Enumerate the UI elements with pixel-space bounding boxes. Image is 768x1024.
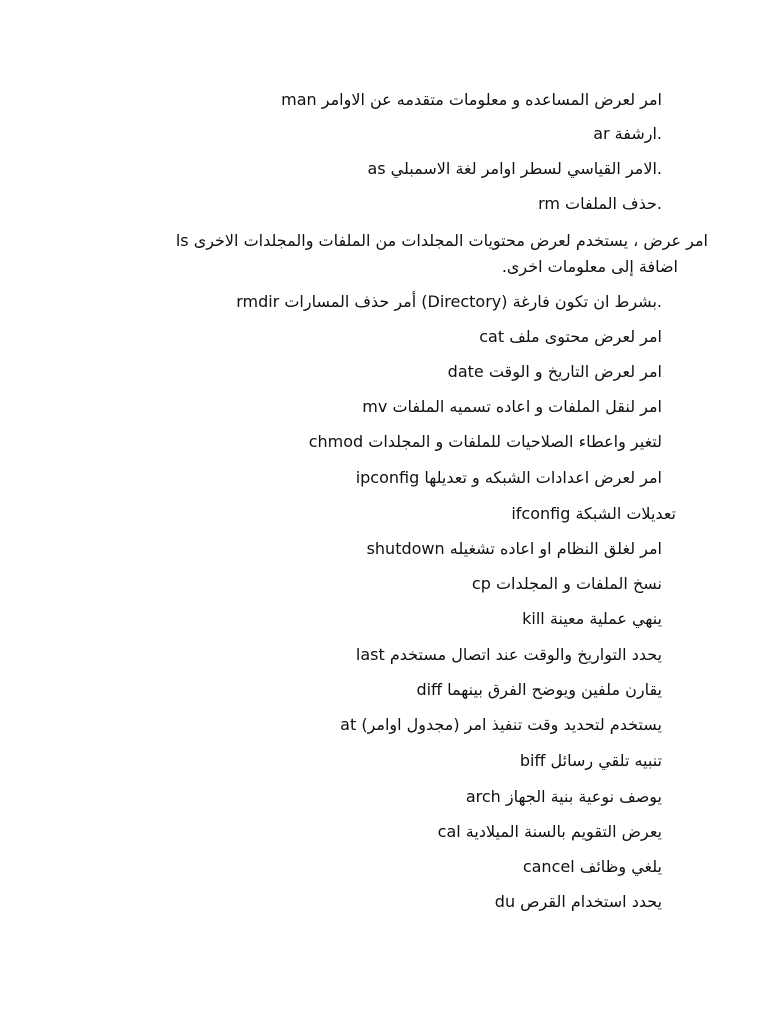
text-line-ipconfig: ipconfig امر لعرض اعدادات الشبكه و تعديلها (355, 468, 662, 487)
text-line-man: man امر لعرض المساعده و معلومات متقدمه عن الاوامر (281, 90, 662, 109)
text-line-cancel: cancel يلغي وظائف (522, 857, 662, 876)
text-line-ifconfig: ifconfig تعديلات الشبكة (511, 504, 676, 523)
text-line-rm: rm حذف الملفات. (538, 194, 662, 213)
text-line-cat: cat امر لعرض محتوى ملف (479, 327, 662, 346)
text-line-ls-continued: اضافة إلى معلومات اخرى. (501, 257, 678, 276)
text-line-rmdir: rmdir أمر حذف المسارات (Directory) بشرط ان تكون فارغة. (236, 292, 662, 311)
text-line-arch: arch يوصف نوعية بنية الجهاز (465, 787, 662, 806)
text-line-last: last يحدد التواريخ والوقت عند اتصال مستخدم (355, 645, 662, 664)
text-line-chmod: chmod لتغير واعطاء الصلاحيات للملفات و المجلدات (308, 432, 662, 451)
text-line-date: date امر لعرض التاريخ و الوقت (447, 362, 662, 381)
text-line-as: as الامر القياسي لسطر اوامر لغة الاسمبلي. (367, 159, 662, 178)
text-line-ls: ls امر عرض ، يستخدم لعرض محتويات المجلدات من الملفات والمجلدات الاخرى (175, 231, 708, 250)
text-line-du: du يحدد استخدام القرص (494, 892, 662, 911)
text-line-cp: cp نسخ الملفات و المجلدات (471, 574, 662, 593)
text-line-diff: diff يقارن ملفين ويوضح الفرق بينهما (416, 680, 662, 699)
text-line-at: at يستخدم لتحديد وقت تنفيذ امر (مجدول اوامر) (340, 715, 662, 734)
text-line-biff: biff تنبيه تلقي رسائل (519, 751, 662, 770)
text-line-mv: mv امر لنقل الملفات و اعاده تسميه الملفات (362, 397, 662, 416)
text-line-ar: ar ارشفة. (593, 124, 662, 143)
text-line-kill: kill ينهي عملية معينة (522, 609, 662, 628)
text-line-cal: cal يعرض التقويم بالسنة الميلادية (437, 822, 662, 841)
text-line-shutdown: shutdown امر لغلق النظام او اعاده تشغيله (366, 539, 662, 558)
